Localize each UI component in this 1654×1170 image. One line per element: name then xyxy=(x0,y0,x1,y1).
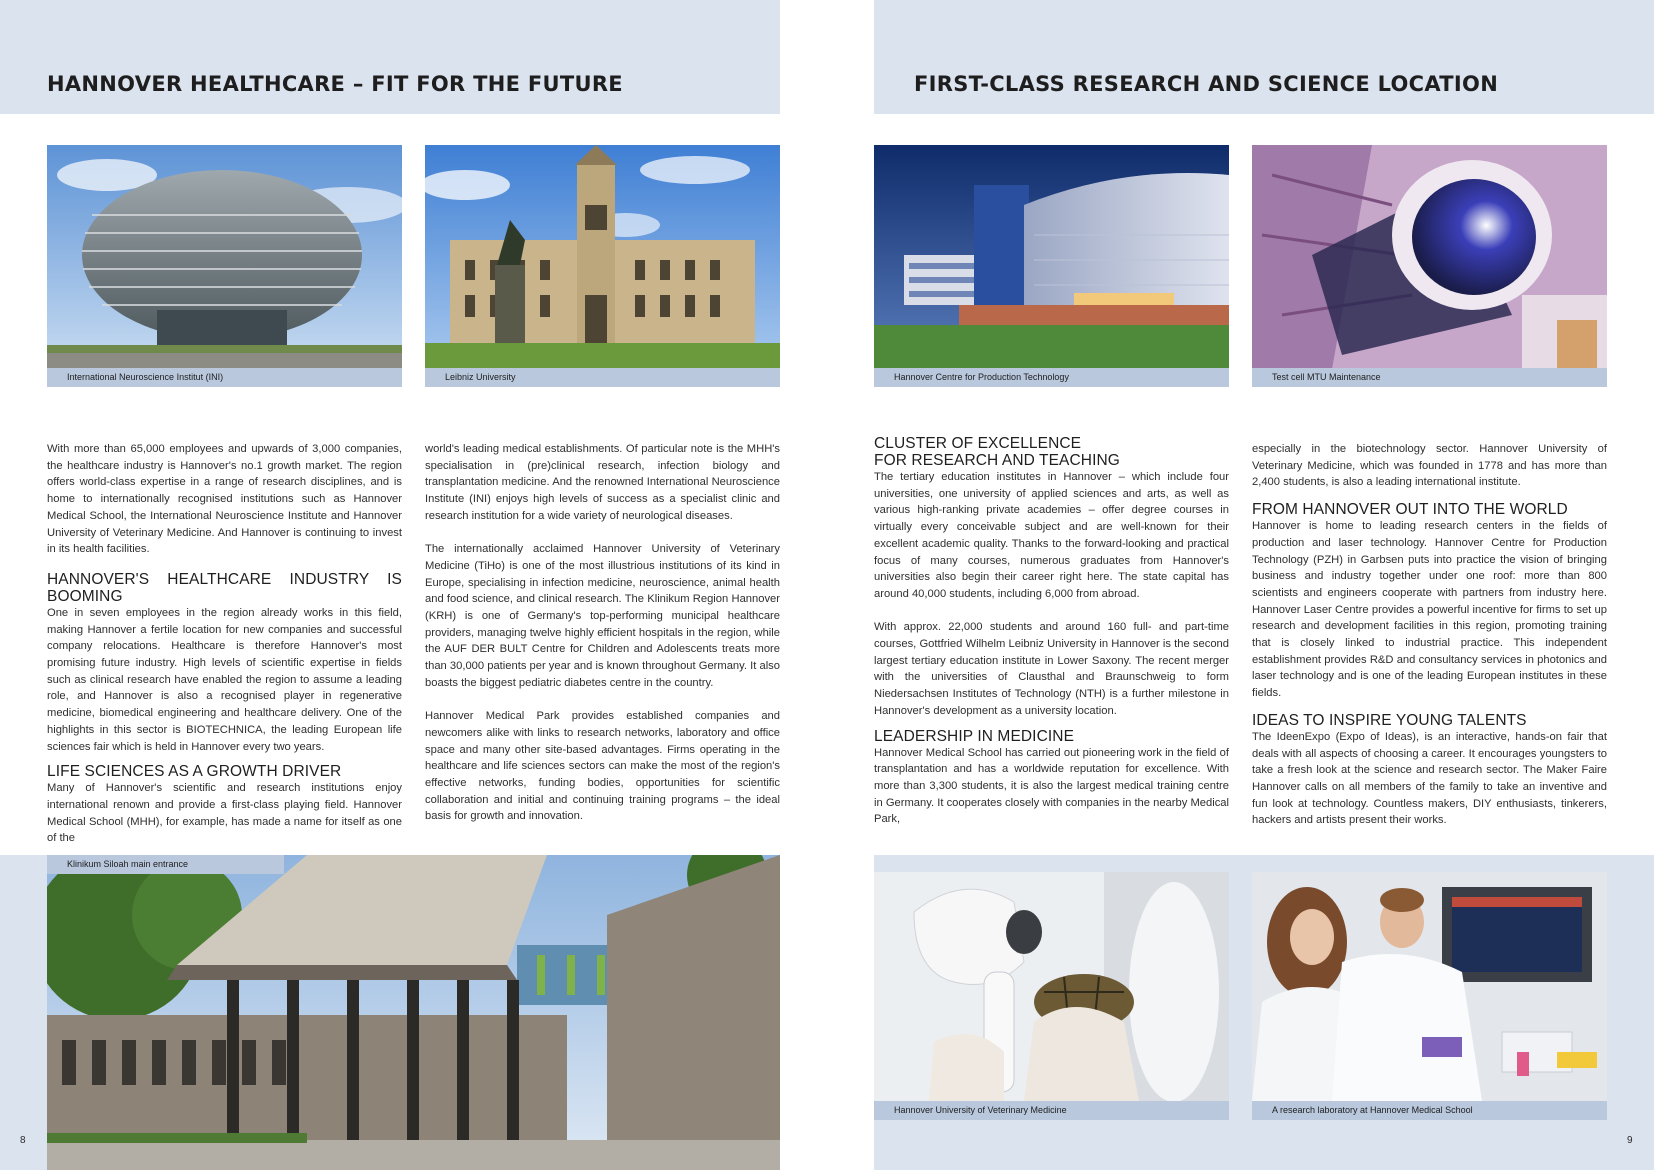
left-page-title: HANNOVER HEALTHCARE – FIT FOR THE FUTURE xyxy=(47,72,623,96)
left-title-band xyxy=(0,0,780,114)
text-column-1 xyxy=(47,441,402,847)
heading-healthcare-booming: HANNOVER'S HEALTHCARE INDUSTRY IS BOOMING xyxy=(47,570,402,605)
caption-ini: International Neuroscience Institut (INI) xyxy=(47,368,402,387)
heading-leadership-medicine: LEADERSHIP IN MEDICINE xyxy=(874,727,1075,745)
heading-out-into-world: FROM HANNOVER OUT INTO THE WORLD xyxy=(1252,501,1568,519)
paragraph-life-sciences: Many of Hannover's scientific and research institutions enjoy international renown and provide a first-class playing field. Hannover Medical School (MHH), for example, has made a name for itself as one of the xyxy=(47,782,402,845)
paragraph-vet-university: especially in the biotechnology sector. Hannover University of Veterinary Medicine, which was founded in 1778 and has more than 2,400 students, is also a leading international institute. xyxy=(1252,443,1607,489)
caption-leibniz: Leibniz University xyxy=(425,368,780,387)
paragraph-leadership-medicine: Hannover Medical School has carried out pioneering work in the field of transplantation and has a worldwide reputation for excellence. With more than 3,300 students, it is also the largest medical training centre in Germany. It cooperates closely with companies in the nearby Medical Park, xyxy=(874,746,1229,826)
page-number-left: 8 xyxy=(20,1135,26,1146)
paragraph-tiho: The internationally acclaimed Hannover University of Veterinary Medicine (TiHo) is one of the most illustrious institutions of its kind in Europe, specialising in infection medicine, neuroscience, animal health and food science, and clinical research. The Klinikum Region Hannover (KRH) is one of Germany's top-performing municipal healthcare providers, managing twelve highly efficient hospitals in the region, while the AUF DER BULT Centre for Children and Adolescents treats more than 30,000 patients per year and is known throughout Germany. It also boasts the biggest pediatric diabetes centre in the country. xyxy=(425,543,780,689)
text-column-3 xyxy=(874,435,1229,828)
caption-mtu: Test cell MTU Maintenance xyxy=(1252,368,1607,387)
photo-research-laboratory xyxy=(1252,872,1607,1101)
text-column-4 xyxy=(1252,441,1607,829)
right-page-title: FIRST-CLASS RESEARCH AND SCIENCE LOCATION xyxy=(914,72,1499,96)
paragraph-healthcare-booming: One in seven employees in the region already works in this field, making Hannover a fertile location for new companies and successful company relocations. Healthcare is therefore Hannover's most promising future industry. High levels of scientific expertise in fields such as clinical research have enabled the region to assume a leading role, and Hannover is also a recognised player in regenerative medicine, biomedical engineering and healthcare delivery. One of the highlights in this sector is BIOTECHNICA, the leading European life sciences fair which is held in Hannover every two years. xyxy=(47,606,402,753)
heading-life-sciences: LIFE SCIENCES AS A GROWTH DRIVER xyxy=(47,763,342,781)
caption-lab: A research laboratory at Hannover Medical School xyxy=(1252,1101,1607,1120)
photo-production-technology xyxy=(874,145,1229,369)
photo-mtu-test-cell xyxy=(1252,145,1607,369)
heading-young-talents: IDEAS TO INSPIRE YOUNG TALENTS xyxy=(1252,711,1527,729)
caption-siloah: Klinikum Siloah main entrance xyxy=(47,855,284,874)
right-title-band xyxy=(874,0,1654,114)
photo-leibniz-university xyxy=(425,145,780,369)
paragraph-leibniz-students: With approx. 22,000 students and around 160 full- and part-time courses, Gottfried Wilhelm Leibniz University in Hannover is the second largest tertiary education institute in Lower Saxony. The recent merger with the universities of Clausthal and Braunschweig to form Niedersachsen Institutes of Technology (NTH) is a further milestone in Hannover's development as a university location. xyxy=(874,621,1229,717)
heading-cluster-excellence: CLUSTER OF EXCELLENCE FOR RESEARCH AND TEACHING xyxy=(874,435,1120,469)
page-number-right: 9 xyxy=(1627,1135,1633,1146)
paragraph-medical-park: Hannover Medical Park provides established companies and newcomers alike with links to research networks, laboratory and office space and many other site-based advantages. Firms operating in the healthcare and life sciences sectors can make the most of the region's effective networks, funding bodies, opportunities for scientific collaboration and initial and continuing training programs – the ideal basis for growth and innovation. xyxy=(425,710,780,823)
caption-production: Hannover Centre for Production Technology xyxy=(874,368,1229,387)
paragraph-tertiary-education: The tertiary education institutes in Hannover – which include four universities, one university of applied sciences and arts, as well as various high-ranking private academies – offer degree courses in virtually every conceivable subject and are well-known for their excellent academic quality. Thanks to the forward-looking and practical focus of many courses, numerous graduates from Hannover's universities also begin their career right here. The state capital has around 40,000 students, including 6,000 from abroad. xyxy=(874,471,1229,600)
paragraph-young-talents: The IdeenExpo (Expo of Ideas), is an interactive, hands-on fair that deals with all aspects of choosing a career. It encourages youngsters to take a fresh look at the science and research sector. The Maker Faire Hannover calls on all members of the family to take an inventive and fun look at technology. Countless makers, DIY enthusiasts, tinkerers, hackers and artists present their works. xyxy=(1252,730,1607,827)
text-column-2 xyxy=(425,441,780,825)
photo-neuroscience-institute xyxy=(47,145,402,369)
photo-veterinary-medicine xyxy=(874,872,1229,1101)
caption-vet: Hannover University of Veterinary Medicine xyxy=(874,1101,1229,1120)
paragraph-out-into-world: Hannover is home to leading research centers in the fields of production and laser technology. Hannover Centre for Production Technology (PZH) in Garbsen puts into practice the vision of bringing business and industry together under one roof: more than 800 scientists and engineers cooperate with partners from industry here. Hannover Laser Centre provides a powerful incentive for firms to set up research and development facilities in this region, promoting training that is closely linked to industrial practice. This independent establishment provides R&D and consultancy services in photonics and laser technology and is one of the leading European institutes in these fields. xyxy=(1252,520,1607,700)
paragraph-mhh: world's leading medical establishments. Of particular note is the MHH's specialisation in (pre)clinical research, infection biology and transplantation medicine. And the renowned International Neuroscience Institute (INI) enjoys high levels of success as a specialist clinic and research institution for a wide variety of neurological diseases. xyxy=(425,443,780,522)
intro-paragraph: With more than 65,000 employees and upwards of 3,000 companies, the healthcare industry is Hannover's no.1 growth market. The region offers world-class expertise in a range of research disciplines, and is home to internationally recognised institutions such as Hannover Medical School, the International Neuroscience Institute and Hannover University of Veterinary Medicine. And Hannover is continuing to invest in its health facilities. xyxy=(47,443,402,556)
photo-klinikum-siloah xyxy=(47,855,780,1170)
